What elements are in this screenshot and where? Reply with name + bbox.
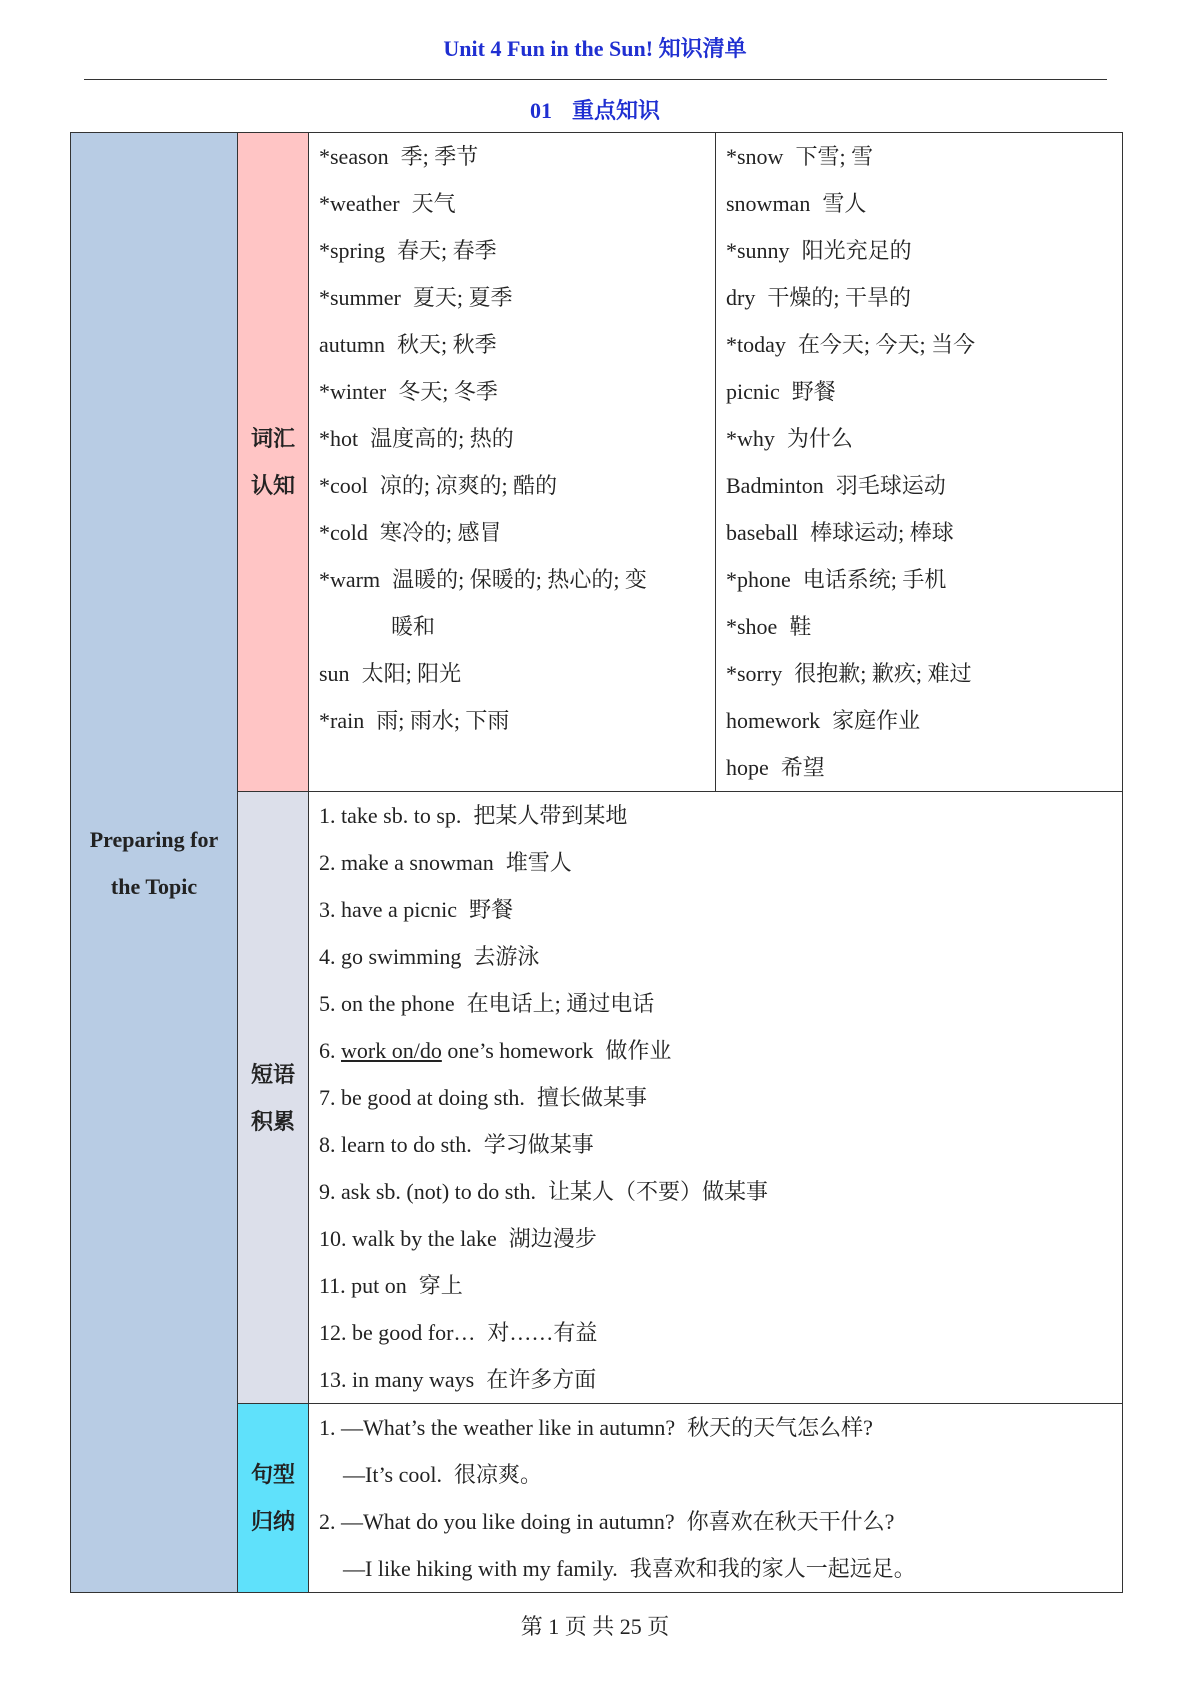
- vocab-right-column: [716, 133, 1123, 792]
- vocab-item: *cold 寒冷的; 感冒: [319, 520, 502, 545]
- vocab-item: *season 季; 季节: [319, 144, 479, 169]
- sentence-category-cell: [238, 1404, 309, 1593]
- vocab-item: *spring 春天; 春季: [319, 238, 497, 263]
- vocab-item: *phone 电话系统; 手机: [726, 567, 947, 592]
- topic-line-2: the Topic: [110, 873, 198, 899]
- phrase-item: 2. make a snowman 堆雪人: [319, 850, 572, 875]
- phrase-item: 5. on the phone 在电话上; 通过电话: [319, 991, 655, 1016]
- vocab-item: *sorry 很抱歉; 歉疚; 难过: [726, 661, 972, 686]
- sentence-item: 2. —What do you like doing in autumn? 你喜欢在秋天干什么?: [319, 1509, 895, 1534]
- vocab-item: picnic 野餐: [726, 379, 836, 404]
- topic-cell: [71, 133, 238, 1593]
- vocab-item: snowman 雪人: [726, 191, 867, 216]
- vocab-item-continuation: 暖和: [391, 614, 436, 639]
- vocab-item: *today 在今天; 今天; 当今: [726, 332, 976, 357]
- phrase-item: 11. put on 穿上: [319, 1273, 463, 1298]
- vocab-item: *cool 凉的; 凉爽的; 酷的: [319, 473, 558, 498]
- vocab-item: *rain 雨; 雨水; 下雨: [319, 708, 510, 733]
- phrase-item: 8. learn to do sth. 学习做某事: [319, 1132, 594, 1157]
- phrase-item: 12. be good for… 对……有益: [319, 1320, 598, 1345]
- phrase-item: 7. be good at doing sth. 擅长做某事: [319, 1085, 647, 1110]
- phrase-item: 4. go swimming 去游泳: [319, 944, 540, 969]
- vocab-item: homework 家庭作业: [726, 708, 921, 733]
- phrase-category-line-1: 短语: [250, 1061, 295, 1087]
- vocab-item: *shoe 鞋: [726, 614, 812, 639]
- vocab-item: autumn 秋天; 秋季: [319, 332, 497, 357]
- phrase-item: 10. walk by the lake 湖边漫步: [319, 1226, 597, 1251]
- header-divider: [84, 79, 1107, 80]
- vocab-item: hope 希望: [726, 755, 825, 780]
- phrase-item: 6. work on/do one’s homework 做作业: [319, 1038, 672, 1063]
- topic-line-1: Preparing for: [89, 826, 219, 852]
- sentence-category-line-1: 句型: [250, 1462, 295, 1487]
- knowledge-table: [70, 132, 1123, 1593]
- vocab-category-line-2: 认知: [250, 473, 295, 498]
- vocab-item: *summer 夏天; 夏季: [319, 285, 513, 310]
- vocab-category-cell: [238, 133, 309, 792]
- vocab-item: *warm 温暖的; 保暖的; 热心的; 变: [319, 567, 647, 592]
- vocab-left-column: [309, 133, 716, 792]
- vocab-item: *sunny 阳光充足的: [726, 238, 912, 263]
- section-heading: [0, 94, 1190, 125]
- vocab-item: *hot 温度高的; 热的: [319, 426, 514, 451]
- phrase-list: [309, 792, 1123, 1404]
- section-number: 01: [529, 98, 552, 123]
- document-title: Unit 4 Fun in the Sun! 知识清单: [443, 36, 747, 61]
- sentence-item: —It’s cool. 很凉爽。: [343, 1462, 543, 1487]
- vocab-item: Badminton 羽毛球运动: [726, 473, 946, 498]
- section-title: 重点知识: [571, 98, 660, 123]
- vocab-item: baseball 棒球运动; 棒球: [726, 520, 954, 545]
- phrase-item: 3. have a picnic 野餐: [319, 897, 514, 922]
- phrase-category-line-2: 积累: [250, 1108, 295, 1134]
- vocab-item: *why 为什么: [726, 426, 853, 451]
- vocab-item: *weather 天气: [319, 191, 456, 216]
- sentence-list: [309, 1404, 1123, 1593]
- sentence-item: —I like hiking with my family. 我喜欢和我的家人一起远足。: [343, 1556, 916, 1581]
- phrase-category-cell: [238, 792, 309, 1404]
- page-footer: 第 1 页 共 25 页: [520, 1614, 670, 1639]
- vocab-item: sun 太阳; 阳光: [319, 661, 462, 686]
- phrase-item: 1. take sb. to sp. 把某人带到某地: [319, 803, 628, 828]
- phrase-item: 13. in many ways 在许多方面: [319, 1367, 597, 1392]
- phrase-item: 9. ask sb. (not) to do sth. 让某人（不要）做某事: [319, 1179, 768, 1204]
- vocab-row: [71, 133, 1123, 792]
- vocab-item: *snow 下雪; 雪: [726, 144, 874, 169]
- vocab-category-line-1: 词汇: [250, 426, 295, 451]
- sentence-item: 1. —What’s the weather like in autumn? 秋天的天气怎么样?: [319, 1415, 873, 1440]
- vocab-item: *winter 冬天; 冬季: [319, 379, 498, 404]
- vocab-item: dry 干燥的; 干旱的: [726, 285, 911, 310]
- sentence-category-line-2: 归纳: [250, 1509, 295, 1534]
